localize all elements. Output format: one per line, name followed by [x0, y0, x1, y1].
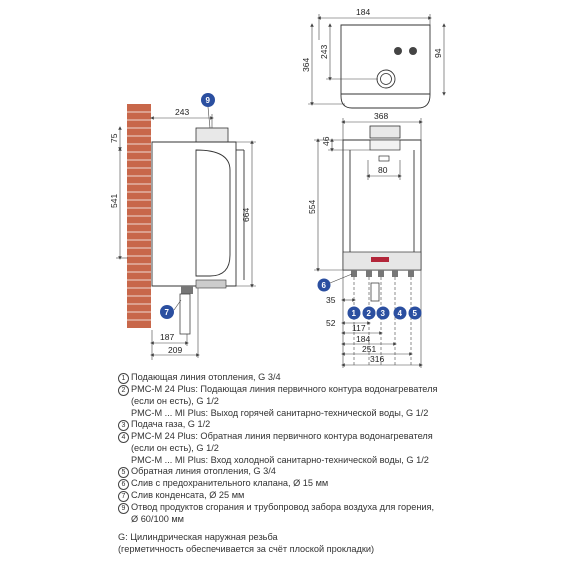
brick-wall [127, 104, 151, 328]
dim-664: 664 [241, 207, 251, 222]
thread-note [118, 531, 558, 555]
dim-251: 251 [362, 344, 377, 354]
flue-pipe [196, 128, 228, 142]
dim-368: 368 [374, 111, 389, 121]
dim-316: 316 [370, 354, 385, 364]
flue-outlet-top [377, 70, 395, 88]
top-port-left [394, 47, 402, 55]
legend-item-4b: (если он есть), G 1/2 [131, 443, 219, 454]
badge-1 [348, 307, 361, 320]
legend-item-4c: PMC-M ... MI Plus: Вход холодной санитарно-технической воды, G 1/2 [131, 454, 429, 465]
dim-80: 80 [378, 165, 388, 175]
legend-item-5: 5 Обратная линия отопления, G 3/4 [118, 466, 558, 478]
dim-184-bottom: 184 [356, 334, 371, 344]
badge-6 [318, 279, 331, 292]
svg-text:1: 1 [351, 309, 356, 318]
dim-184-top: 184 [356, 7, 371, 17]
top-port-right [409, 47, 417, 55]
dim-187: 187 [160, 332, 175, 342]
dim-75: 75 [109, 133, 119, 143]
top-view [301, 7, 444, 108]
legend-item-4: 4 PMC-M 24 Plus: Обратная линия первичного контура водонагревателя [118, 431, 558, 443]
side-view [109, 93, 256, 360]
dim-364: 364 [301, 57, 311, 72]
badge-9 [201, 93, 215, 107]
legend-item-2: 2 PMC-M 24 Plus: Подающая линия первичного контура водонагревателя [118, 384, 558, 396]
svg-text:2: 2 [366, 309, 371, 318]
badge-2 [363, 307, 376, 320]
svg-text:4: 4 [397, 309, 402, 318]
legend-item-1: 1 Подающая линия отопления, G 3/4 [118, 372, 558, 384]
svg-text:3: 3 [380, 309, 385, 318]
dim-541: 541 [109, 193, 119, 208]
badge-3 [377, 307, 390, 320]
front-view [307, 111, 422, 368]
front-port-small [379, 156, 389, 161]
badge-7 [160, 305, 174, 319]
dim-94: 94 [433, 48, 443, 58]
note-line-2: (герметичность обеспечивается за счёт плоской прокладки) [118, 544, 375, 554]
dim-117: 117 [352, 323, 366, 333]
dim-243-side: 243 [319, 44, 329, 59]
legend-item-2c: PMC-M ... MI Plus: Выход горячей санитарно-технической воды, G 1/2 [131, 407, 429, 418]
badge-4 [394, 307, 407, 320]
legend [118, 372, 558, 526]
legend-item-6: 6 Слив с предохранительного клапана, Ø 15 мм [118, 478, 558, 490]
svg-text:6: 6 [321, 281, 326, 290]
svg-text:9: 9 [205, 96, 210, 105]
badge-5 [409, 307, 422, 320]
condensate-siphon [180, 294, 190, 334]
dim-243-depth: 243 [175, 107, 190, 117]
legend-item-9b: Ø 60/100 мм [131, 514, 184, 525]
legend-item-2b: (если он есть), G 1/2 [131, 396, 219, 406]
dim-52: 52 [326, 318, 336, 328]
legend-item-3: 3 Подача газа, G 1/2 [118, 419, 558, 431]
legend-item-7: 7 Слив конденсата, Ø 25 мм [118, 490, 558, 502]
dim-554: 554 [307, 199, 317, 214]
dim-35: 35 [326, 295, 336, 305]
dim-209: 209 [168, 345, 183, 355]
svg-text:7: 7 [164, 308, 169, 317]
legend-item-9: 9 Отвод продуктов сгорания и трубопровод забора воздуха для горения, [118, 502, 558, 514]
dim-46: 46 [321, 136, 331, 146]
note-line-1: G: Цилиндрическая наружная резьба [118, 532, 278, 542]
svg-text:5: 5 [412, 309, 417, 318]
